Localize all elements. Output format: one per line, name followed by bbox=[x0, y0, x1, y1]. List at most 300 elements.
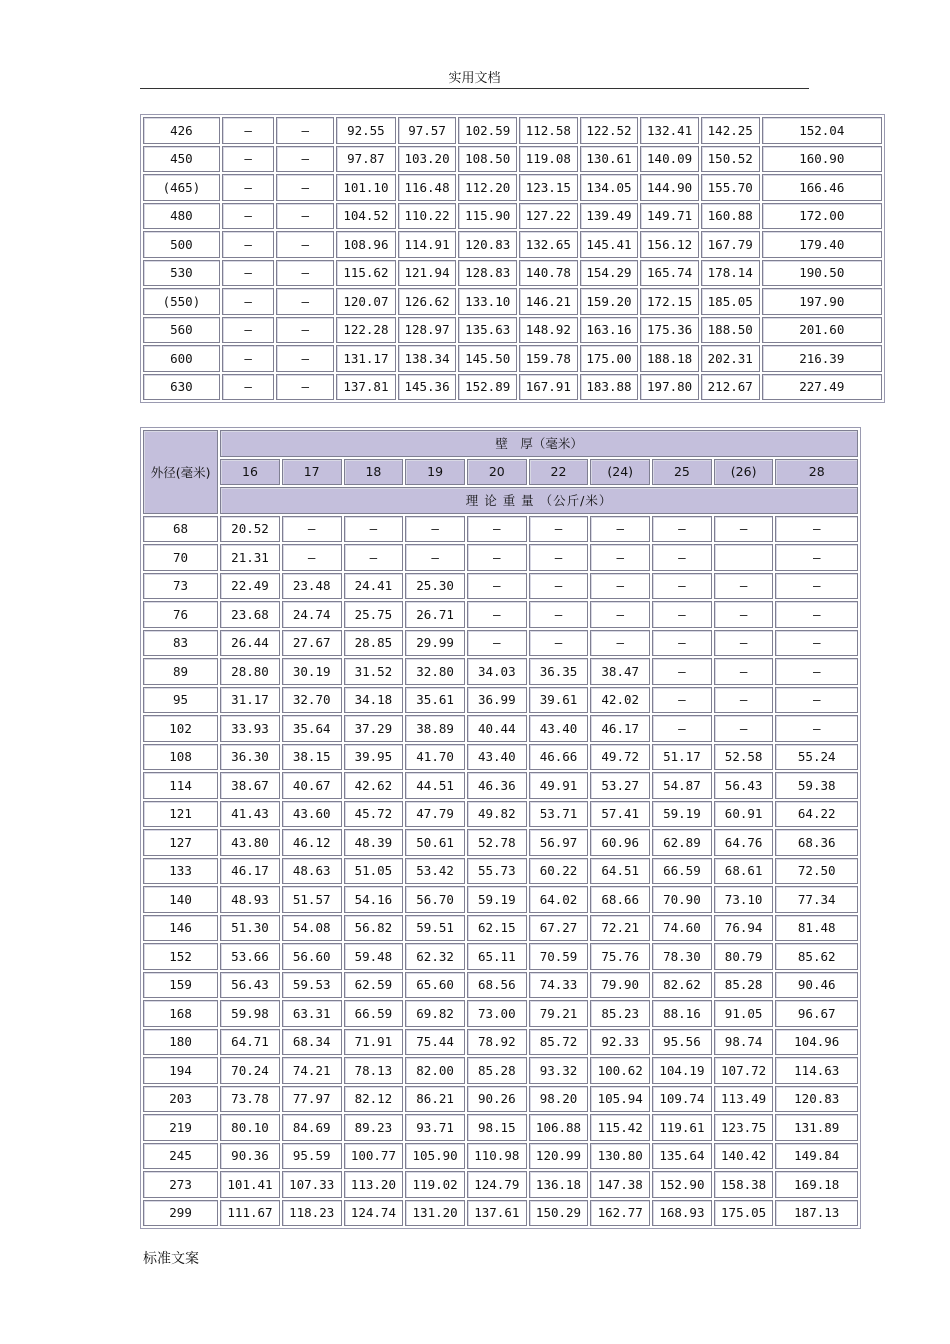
weight-cell: 84.69 bbox=[282, 1114, 342, 1141]
weight-cell: 133.10 bbox=[458, 288, 517, 315]
weight-cell: 88.16 bbox=[652, 1000, 712, 1027]
weight-cell: 55.73 bbox=[467, 858, 527, 885]
weight-cell: 85.23 bbox=[590, 1000, 650, 1027]
weight-cell: 59.19 bbox=[652, 801, 712, 828]
table-row bbox=[143, 1086, 858, 1113]
weight-cell: 128.97 bbox=[398, 317, 457, 344]
weight-cell: 23.48 bbox=[282, 573, 342, 600]
weight-cell: 112.58 bbox=[519, 117, 578, 144]
weight-cell: – bbox=[590, 544, 650, 571]
weight-cell: 43.40 bbox=[467, 744, 527, 771]
weight-cell: 80.79 bbox=[714, 943, 774, 970]
weight-cell: 93.71 bbox=[405, 1114, 465, 1141]
outer-diameter-cell: 146 bbox=[143, 915, 218, 942]
weight-cell: 115.42 bbox=[590, 1114, 650, 1141]
weight-cell: – bbox=[652, 516, 712, 543]
table-row bbox=[143, 544, 858, 571]
weight-cell: – bbox=[775, 601, 858, 628]
weight-cell: 139.49 bbox=[580, 203, 639, 230]
weight-cell: 62.15 bbox=[467, 915, 527, 942]
weight-cell: 150.52 bbox=[701, 146, 760, 173]
table1-body bbox=[143, 117, 882, 400]
weight-cell: 100.62 bbox=[590, 1057, 650, 1084]
weight-cell: 62.59 bbox=[344, 972, 404, 999]
weight-cell: 67.27 bbox=[529, 915, 589, 942]
weight-cell: – bbox=[276, 203, 334, 230]
outer-diameter-cell: (465) bbox=[143, 174, 220, 201]
weight-cell: 82.62 bbox=[652, 972, 712, 999]
weight-cell: 73.00 bbox=[467, 1000, 527, 1027]
weight-cell: 202.31 bbox=[701, 345, 760, 372]
weight-cell: – bbox=[652, 715, 712, 742]
weight-cell: – bbox=[652, 573, 712, 600]
weight-cell: – bbox=[222, 117, 275, 144]
weight-cell: 227.49 bbox=[762, 374, 882, 401]
table-row bbox=[143, 260, 882, 287]
weight-cell: 155.70 bbox=[701, 174, 760, 201]
weight-cell: – bbox=[222, 231, 275, 258]
weight-cell: 167.91 bbox=[519, 374, 578, 401]
weight-cell: – bbox=[276, 345, 334, 372]
weight-cell: 103.20 bbox=[398, 146, 457, 173]
weight-cell: 29.99 bbox=[405, 630, 465, 657]
weight-cell: – bbox=[652, 630, 712, 657]
weight-cell: 52.78 bbox=[467, 829, 527, 856]
outer-diameter-cell: 480 bbox=[143, 203, 220, 230]
weight-cell: 78.92 bbox=[467, 1029, 527, 1056]
weight-cell: – bbox=[529, 630, 589, 657]
weight-cell: – bbox=[775, 687, 858, 714]
weight-cell: 36.99 bbox=[467, 687, 527, 714]
weight-cell: 28.80 bbox=[220, 658, 280, 685]
weight-cell: 113.49 bbox=[714, 1086, 774, 1113]
weight-cell: – bbox=[590, 573, 650, 600]
table-row bbox=[143, 601, 858, 628]
weight-cell: 73.78 bbox=[220, 1086, 280, 1113]
weight-cell: 115.62 bbox=[336, 260, 396, 287]
weight-cell: 41.43 bbox=[220, 801, 280, 828]
weight-cell: 70.24 bbox=[220, 1057, 280, 1084]
weight-cell: 59.48 bbox=[344, 943, 404, 970]
outer-diameter-cell: 630 bbox=[143, 374, 220, 401]
wall-thickness-header: 壁 厚（毫米） bbox=[220, 430, 858, 457]
weight-cell: 50.61 bbox=[405, 829, 465, 856]
weight-cell: – bbox=[590, 516, 650, 543]
weight-cell: – bbox=[222, 345, 275, 372]
thickness-header-cell: 20 bbox=[467, 459, 527, 486]
outer-diameter-cell: 76 bbox=[143, 601, 218, 628]
weight-cell: 102.59 bbox=[458, 117, 517, 144]
outer-diameter-cell: 194 bbox=[143, 1057, 218, 1084]
weight-cell: 179.40 bbox=[762, 231, 882, 258]
weight-cell: 60.91 bbox=[714, 801, 774, 828]
weight-cell: 34.03 bbox=[467, 658, 527, 685]
table-row bbox=[143, 658, 858, 685]
weight-cell: 166.46 bbox=[762, 174, 882, 201]
table-row bbox=[143, 117, 882, 144]
weight-cell: 72.21 bbox=[590, 915, 650, 942]
weight-cell: 140.42 bbox=[714, 1143, 774, 1170]
weight-cell: 51.17 bbox=[652, 744, 712, 771]
weight-cell: 163.16 bbox=[580, 317, 639, 344]
table-row bbox=[143, 374, 882, 401]
weight-cell: – bbox=[222, 374, 275, 401]
weight-cell: 122.28 bbox=[336, 317, 396, 344]
table-row bbox=[143, 288, 882, 315]
weight-cell: 119.08 bbox=[519, 146, 578, 173]
weight-cell: 136.18 bbox=[529, 1171, 589, 1198]
weight-cell: 57.41 bbox=[590, 801, 650, 828]
weight-cell: 131.20 bbox=[405, 1200, 465, 1227]
weight-cell: 75.76 bbox=[590, 943, 650, 970]
outer-diameter-cell: 102 bbox=[143, 715, 218, 742]
weight-cell: 25.75 bbox=[344, 601, 404, 628]
weight-cell: 172.15 bbox=[640, 288, 699, 315]
weight-cell: – bbox=[222, 288, 275, 315]
weight-cell: – bbox=[276, 288, 334, 315]
weight-cell: 56.43 bbox=[714, 772, 774, 799]
weight-cell: 85.72 bbox=[529, 1029, 589, 1056]
weight-cell: 107.72 bbox=[714, 1057, 774, 1084]
weight-cell: – bbox=[282, 544, 342, 571]
weight-cell: – bbox=[714, 573, 774, 600]
thickness-header-cell: (24) bbox=[590, 459, 650, 486]
outer-diameter-cell: 159 bbox=[143, 972, 218, 999]
weight-cell: 90.46 bbox=[775, 972, 858, 999]
weight-cell: 122.52 bbox=[580, 117, 639, 144]
weight-cell: 24.74 bbox=[282, 601, 342, 628]
table-row bbox=[143, 829, 858, 856]
table-row bbox=[143, 231, 882, 258]
weight-cell: – bbox=[282, 516, 342, 543]
weight-cell: 20.52 bbox=[220, 516, 280, 543]
weight-cell: – bbox=[529, 544, 589, 571]
table-row bbox=[143, 630, 858, 657]
table-row bbox=[143, 1000, 858, 1027]
table-row bbox=[143, 715, 858, 742]
weight-cell: – bbox=[222, 146, 275, 173]
page-footer: 标准文案 bbox=[143, 1251, 199, 1267]
weight-cell: 70.90 bbox=[652, 886, 712, 913]
outer-diameter-cell: 560 bbox=[143, 317, 220, 344]
weight-cell: 148.92 bbox=[519, 317, 578, 344]
weight-cell: 46.17 bbox=[220, 858, 280, 885]
weight-cell: 187.13 bbox=[775, 1200, 858, 1227]
weight-cell: 56.43 bbox=[220, 972, 280, 999]
table-row bbox=[143, 915, 858, 942]
weight-cell: – bbox=[652, 601, 712, 628]
weight-cell: 98.74 bbox=[714, 1029, 774, 1056]
weight-cell: 54.16 bbox=[344, 886, 404, 913]
weight-cell: 72.50 bbox=[775, 858, 858, 885]
weight-cell: – bbox=[775, 658, 858, 685]
weight-cell: 197.90 bbox=[762, 288, 882, 315]
weight-cell: 48.93 bbox=[220, 886, 280, 913]
weight-cell: 59.38 bbox=[775, 772, 858, 799]
weight-cell: – bbox=[775, 630, 858, 657]
table-row bbox=[143, 345, 882, 372]
table-row bbox=[143, 146, 882, 173]
outer-diameter-cell: 83 bbox=[143, 630, 218, 657]
weight-cell: 146.21 bbox=[519, 288, 578, 315]
weight-cell: 108.50 bbox=[458, 146, 517, 173]
weight-cell: 85.62 bbox=[775, 943, 858, 970]
weight-cell: 38.67 bbox=[220, 772, 280, 799]
weight-cell: 42.62 bbox=[344, 772, 404, 799]
weight-cell: – bbox=[276, 231, 334, 258]
table-row bbox=[143, 573, 858, 600]
weight-cell: – bbox=[276, 174, 334, 201]
weight-cell: – bbox=[222, 174, 275, 201]
table-row bbox=[143, 687, 858, 714]
weight-cell: 112.20 bbox=[458, 174, 517, 201]
weight-cell: 59.98 bbox=[220, 1000, 280, 1027]
weight-cell: 144.90 bbox=[640, 174, 699, 201]
outer-diameter-cell: 168 bbox=[143, 1000, 218, 1027]
outer-diameter-cell: 121 bbox=[143, 801, 218, 828]
outer-diameter-cell: 127 bbox=[143, 829, 218, 856]
weight-cell: – bbox=[775, 516, 858, 543]
outer-diameter-cell: 203 bbox=[143, 1086, 218, 1113]
weight-cell: 70.59 bbox=[529, 943, 589, 970]
weight-cell: 154.29 bbox=[580, 260, 639, 287]
outer-diameter-cell: 500 bbox=[143, 231, 220, 258]
weight-cell: 53.66 bbox=[220, 943, 280, 970]
weight-cell: 159.20 bbox=[580, 288, 639, 315]
weight-cell bbox=[714, 544, 774, 571]
weight-cell: – bbox=[775, 573, 858, 600]
weight-cell: 63.31 bbox=[282, 1000, 342, 1027]
weight-cell: 43.60 bbox=[282, 801, 342, 828]
weight-cell: 132.41 bbox=[640, 117, 699, 144]
weight-cell: 59.53 bbox=[282, 972, 342, 999]
weight-cell: 134.05 bbox=[580, 174, 639, 201]
weight-cell: 79.90 bbox=[590, 972, 650, 999]
weight-cell: 104.19 bbox=[652, 1057, 712, 1084]
outer-diameter-cell: 600 bbox=[143, 345, 220, 372]
weight-cell: 33.93 bbox=[220, 715, 280, 742]
weight-cell: 90.26 bbox=[467, 1086, 527, 1113]
weight-cell: 105.90 bbox=[405, 1143, 465, 1170]
weight-cell: 38.15 bbox=[282, 744, 342, 771]
weight-cell: – bbox=[714, 601, 774, 628]
weight-cell: 56.70 bbox=[405, 886, 465, 913]
weight-cell: 90.36 bbox=[220, 1143, 280, 1170]
outer-diameter-cell: 299 bbox=[143, 1200, 218, 1227]
outer-diameter-cell: 108 bbox=[143, 744, 218, 771]
weight-cell: 188.50 bbox=[701, 317, 760, 344]
weight-cell: 114.91 bbox=[398, 231, 457, 258]
weight-cell: 113.20 bbox=[344, 1171, 404, 1198]
weight-cell: 74.60 bbox=[652, 915, 712, 942]
weight-cell: 37.29 bbox=[344, 715, 404, 742]
weight-cell: 86.21 bbox=[405, 1086, 465, 1113]
weight-cell: – bbox=[714, 630, 774, 657]
outer-diameter-cell: 70 bbox=[143, 544, 218, 571]
weight-cell: 54.87 bbox=[652, 772, 712, 799]
table-row bbox=[143, 1057, 858, 1084]
weight-cell: 46.17 bbox=[590, 715, 650, 742]
outer-diameter-cell: (550) bbox=[143, 288, 220, 315]
weight-cell: 36.35 bbox=[529, 658, 589, 685]
weight-cell: 98.20 bbox=[529, 1086, 589, 1113]
weight-cell: 28.85 bbox=[344, 630, 404, 657]
weight-cell: 56.97 bbox=[529, 829, 589, 856]
outer-diameter-cell: 426 bbox=[143, 117, 220, 144]
weight-cell: 40.44 bbox=[467, 715, 527, 742]
weight-cell: – bbox=[222, 260, 275, 287]
weight-cell: 104.52 bbox=[336, 203, 396, 230]
weight-cell: 80.10 bbox=[220, 1114, 280, 1141]
thickness-header-cell: 18 bbox=[344, 459, 404, 486]
outer-diameter-cell: 114 bbox=[143, 772, 218, 799]
outer-diameter-cell: 89 bbox=[143, 658, 218, 685]
weight-cell: – bbox=[652, 544, 712, 571]
weight-cell: 45.72 bbox=[344, 801, 404, 828]
table-row bbox=[143, 1029, 858, 1056]
outer-diameter-cell: 180 bbox=[143, 1029, 218, 1056]
weight-cell: – bbox=[222, 203, 275, 230]
weight-cell: 34.18 bbox=[344, 687, 404, 714]
weight-cell: 127.22 bbox=[519, 203, 578, 230]
weight-cell: 26.71 bbox=[405, 601, 465, 628]
outer-diameter-cell: 140 bbox=[143, 886, 218, 913]
weight-cell: 49.72 bbox=[590, 744, 650, 771]
weight-cell: 92.55 bbox=[336, 117, 396, 144]
outer-diameter-cell: 245 bbox=[143, 1143, 218, 1170]
weight-cell: 41.70 bbox=[405, 744, 465, 771]
weight-cell: 128.83 bbox=[458, 260, 517, 287]
weight-cell: 59.19 bbox=[467, 886, 527, 913]
weight-cell: 175.00 bbox=[580, 345, 639, 372]
weight-cell: – bbox=[775, 544, 858, 571]
weight-cell: 75.44 bbox=[405, 1029, 465, 1056]
weight-cell: 145.41 bbox=[580, 231, 639, 258]
weight-cell: 65.60 bbox=[405, 972, 465, 999]
outer-diameter-cell: 530 bbox=[143, 260, 220, 287]
weight-cell: 131.89 bbox=[775, 1114, 858, 1141]
weight-cell: 47.79 bbox=[405, 801, 465, 828]
weight-cell: 32.80 bbox=[405, 658, 465, 685]
weight-cell: 120.07 bbox=[336, 288, 396, 315]
weight-cell: 85.28 bbox=[467, 1057, 527, 1084]
weight-cell: 93.32 bbox=[529, 1057, 589, 1084]
weight-cell: 73.10 bbox=[714, 886, 774, 913]
weight-cell: 71.91 bbox=[344, 1029, 404, 1056]
weight-cell: 97.87 bbox=[336, 146, 396, 173]
weight-cell: 123.75 bbox=[714, 1114, 774, 1141]
weight-cell: 212.67 bbox=[701, 374, 760, 401]
weight-cell: – bbox=[222, 317, 275, 344]
weight-cell: 106.88 bbox=[529, 1114, 589, 1141]
weight-cell: 36.30 bbox=[220, 744, 280, 771]
weight-cell: 101.10 bbox=[336, 174, 396, 201]
weight-cell: 111.67 bbox=[220, 1200, 280, 1227]
weight-cell: 135.63 bbox=[458, 317, 517, 344]
thickness-header-cell: 17 bbox=[282, 459, 342, 486]
weight-cell: 74.33 bbox=[529, 972, 589, 999]
weight-cell: 54.08 bbox=[282, 915, 342, 942]
header-row-wall-thickness bbox=[143, 430, 858, 457]
weight-cell: 38.47 bbox=[590, 658, 650, 685]
weight-cell: – bbox=[344, 544, 404, 571]
table-row bbox=[143, 772, 858, 799]
table2-body bbox=[143, 516, 858, 1227]
weight-cell: 21.31 bbox=[220, 544, 280, 571]
weight-cell: 64.51 bbox=[590, 858, 650, 885]
weight-cell: – bbox=[714, 687, 774, 714]
table-row bbox=[143, 203, 882, 230]
weight-cell: 43.80 bbox=[220, 829, 280, 856]
weight-cell: 59.51 bbox=[405, 915, 465, 942]
weight-cell: 100.77 bbox=[344, 1143, 404, 1170]
weight-cell: 159.78 bbox=[519, 345, 578, 372]
weight-cell: 60.22 bbox=[529, 858, 589, 885]
weight-cell: 149.84 bbox=[775, 1143, 858, 1170]
weight-cell: 64.02 bbox=[529, 886, 589, 913]
weight-cell: – bbox=[467, 544, 527, 571]
weight-cell: 53.42 bbox=[405, 858, 465, 885]
table-row bbox=[143, 943, 858, 970]
table-row bbox=[143, 972, 858, 999]
steel-pipe-weight-table bbox=[140, 427, 861, 1229]
weight-cell: 97.57 bbox=[398, 117, 457, 144]
page-header: 实用文档 bbox=[140, 70, 809, 89]
table-row bbox=[143, 1200, 858, 1227]
weight-cell: 126.62 bbox=[398, 288, 457, 315]
outer-diameter-header: 外径(毫米) bbox=[143, 430, 218, 514]
weight-cell: 178.14 bbox=[701, 260, 760, 287]
weight-cell: 169.18 bbox=[775, 1171, 858, 1198]
weight-cell: 26.44 bbox=[220, 630, 280, 657]
weight-cell: 65.11 bbox=[467, 943, 527, 970]
weight-cell: 55.24 bbox=[775, 744, 858, 771]
weight-cell: – bbox=[276, 117, 334, 144]
weight-cell: 119.02 bbox=[405, 1171, 465, 1198]
weight-cell: 110.98 bbox=[467, 1143, 527, 1170]
weight-cell: 68.66 bbox=[590, 886, 650, 913]
weight-cell: 123.15 bbox=[519, 174, 578, 201]
weight-cell: – bbox=[405, 544, 465, 571]
weight-cell: 168.93 bbox=[652, 1200, 712, 1227]
weight-cell: 197.80 bbox=[640, 374, 699, 401]
weight-cell: 190.50 bbox=[762, 260, 882, 287]
weight-cell: 120.99 bbox=[529, 1143, 589, 1170]
outer-diameter-cell: 68 bbox=[143, 516, 218, 543]
weight-cell: 64.76 bbox=[714, 829, 774, 856]
weight-cell: 82.00 bbox=[405, 1057, 465, 1084]
weight-cell: 23.68 bbox=[220, 601, 280, 628]
weight-cell: 31.17 bbox=[220, 687, 280, 714]
weight-cell: 109.74 bbox=[652, 1086, 712, 1113]
weight-cell: – bbox=[529, 573, 589, 600]
weight-cell: 77.34 bbox=[775, 886, 858, 913]
weight-cell: 130.61 bbox=[580, 146, 639, 173]
weight-cell: 56.60 bbox=[282, 943, 342, 970]
weight-cell: 137.81 bbox=[336, 374, 396, 401]
weight-cell: 160.90 bbox=[762, 146, 882, 173]
table-row bbox=[143, 744, 858, 771]
thickness-header-cell: 16 bbox=[220, 459, 280, 486]
weight-cell: 140.09 bbox=[640, 146, 699, 173]
weight-cell: 60.96 bbox=[590, 829, 650, 856]
weight-cell: 46.12 bbox=[282, 829, 342, 856]
outer-diameter-cell: 73 bbox=[143, 573, 218, 600]
weight-cell: 78.30 bbox=[652, 943, 712, 970]
weight-cell: 152.89 bbox=[458, 374, 517, 401]
weight-cell: 98.15 bbox=[467, 1114, 527, 1141]
weight-cell: 138.34 bbox=[398, 345, 457, 372]
